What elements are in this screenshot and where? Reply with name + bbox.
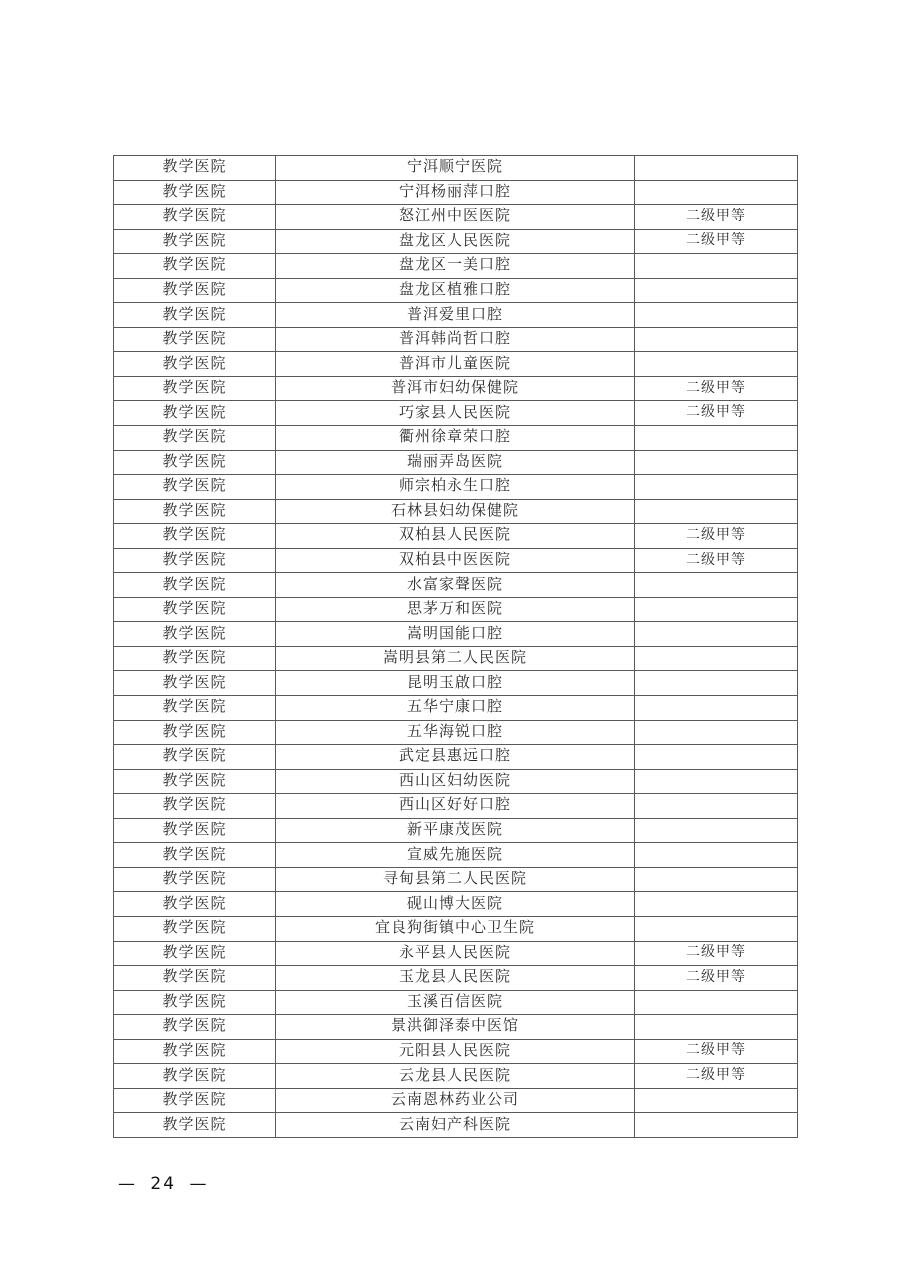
cell-hospital-name: 永平县人民医院: [276, 941, 635, 966]
cell-hospital-type: 教学医院: [114, 892, 276, 917]
page-number: — 24 —: [118, 1174, 209, 1194]
cell-hospital-type: 教学医院: [114, 499, 276, 524]
cell-hospital-name: 元阳县人民医院: [276, 1039, 635, 1064]
cell-hospital-type: 教学医院: [114, 205, 276, 230]
cell-hospital-type: 教学医院: [114, 327, 276, 352]
cell-hospital-grade: [635, 916, 798, 941]
cell-hospital-name: 宁洱顺宁医院: [276, 156, 635, 181]
table-row: [114, 229, 798, 254]
cell-hospital-name: 云龙县人民医院: [276, 1064, 635, 1089]
table-row: [114, 548, 798, 573]
table-row: [114, 597, 798, 622]
cell-hospital-grade: [635, 892, 798, 917]
table-row: [114, 303, 798, 328]
cell-hospital-grade: [635, 745, 798, 770]
table-row: [114, 426, 798, 451]
table-row: [114, 769, 798, 794]
table-row: [114, 156, 798, 181]
cell-hospital-name: 石林县妇幼保健院: [276, 499, 635, 524]
cell-hospital-name: 宣威先施医院: [276, 843, 635, 868]
hospital-table: [113, 155, 798, 1138]
table-row: [114, 745, 798, 770]
cell-hospital-type: 教学医院: [114, 352, 276, 377]
cell-hospital-name: 寻甸县第二人民医院: [276, 867, 635, 892]
table-row: [114, 205, 798, 230]
table-row: [114, 1015, 798, 1040]
cell-hospital-name: 玉溪百信医院: [276, 990, 635, 1015]
cell-hospital-type: 教学医院: [114, 990, 276, 1015]
cell-hospital-type: 教学医院: [114, 597, 276, 622]
hospital-table-body: [114, 156, 798, 1138]
cell-hospital-type: 教学医院: [114, 794, 276, 819]
cell-hospital-name: 普洱韩尚哲口腔: [276, 327, 635, 352]
cell-hospital-name: 师宗柏永生口腔: [276, 475, 635, 500]
cell-hospital-type: 教学医院: [114, 818, 276, 843]
cell-hospital-type: 教学医院: [114, 622, 276, 647]
table-row: [114, 892, 798, 917]
table-row: [114, 867, 798, 892]
table-row: [114, 475, 798, 500]
cell-hospital-type: 教学医院: [114, 548, 276, 573]
cell-hospital-type: 教学医院: [114, 941, 276, 966]
cell-hospital-grade: 二级甲等: [635, 401, 798, 426]
cell-hospital-grade: [635, 769, 798, 794]
cell-hospital-grade: 二级甲等: [635, 966, 798, 991]
cell-hospital-name: 盘龙区人民医院: [276, 229, 635, 254]
cell-hospital-type: 教学医院: [114, 671, 276, 696]
cell-hospital-name: 嵩明县第二人民医院: [276, 646, 635, 671]
cell-hospital-name: 新平康茂医院: [276, 818, 635, 843]
cell-hospital-grade: [635, 278, 798, 303]
cell-hospital-type: 教学医院: [114, 646, 276, 671]
cell-hospital-type: 教学医院: [114, 745, 276, 770]
cell-hospital-grade: [635, 426, 798, 451]
cell-hospital-grade: [635, 156, 798, 181]
cell-hospital-name: 武定县惠远口腔: [276, 745, 635, 770]
cell-hospital-grade: [635, 254, 798, 279]
cell-hospital-name: 普洱爱里口腔: [276, 303, 635, 328]
table-row: [114, 990, 798, 1015]
cell-hospital-type: 教学医院: [114, 426, 276, 451]
table-row: [114, 573, 798, 598]
cell-hospital-name: 西山区妇幼医院: [276, 769, 635, 794]
cell-hospital-name: 怒江州中医医院: [276, 205, 635, 230]
cell-hospital-type: 教学医院: [114, 867, 276, 892]
cell-hospital-grade: [635, 597, 798, 622]
cell-hospital-grade: 二级甲等: [635, 229, 798, 254]
cell-hospital-type: 教学医院: [114, 278, 276, 303]
cell-hospital-grade: [635, 450, 798, 475]
cell-hospital-grade: [635, 843, 798, 868]
cell-hospital-name: 昆明玉啟口腔: [276, 671, 635, 696]
table-row: [114, 352, 798, 377]
table-row: [114, 180, 798, 205]
table-row: [114, 818, 798, 843]
table-row: [114, 278, 798, 303]
cell-hospital-type: 教学医院: [114, 1039, 276, 1064]
table-row: [114, 622, 798, 647]
cell-hospital-type: 教学医院: [114, 966, 276, 991]
cell-hospital-name: 嵩明国能口腔: [276, 622, 635, 647]
cell-hospital-grade: [635, 646, 798, 671]
cell-hospital-type: 教学医院: [114, 376, 276, 401]
cell-hospital-grade: 二级甲等: [635, 1039, 798, 1064]
cell-hospital-name: 盘龙区一美口腔: [276, 254, 635, 279]
table-row: [114, 671, 798, 696]
cell-hospital-type: 教学医院: [114, 303, 276, 328]
table-row: [114, 1113, 798, 1138]
table-row: [114, 794, 798, 819]
cell-hospital-grade: 二级甲等: [635, 1064, 798, 1089]
cell-hospital-grade: [635, 303, 798, 328]
table-row: [114, 327, 798, 352]
cell-hospital-grade: 二级甲等: [635, 524, 798, 549]
table-row: [114, 696, 798, 721]
cell-hospital-type: 教学医院: [114, 720, 276, 745]
cell-hospital-name: 五华海锐口腔: [276, 720, 635, 745]
table-row: [114, 401, 798, 426]
cell-hospital-type: 教学医院: [114, 1015, 276, 1040]
cell-hospital-type: 教学医院: [114, 180, 276, 205]
cell-hospital-grade: [635, 327, 798, 352]
cell-hospital-grade: [635, 1088, 798, 1113]
cell-hospital-type: 教学医院: [114, 524, 276, 549]
cell-hospital-type: 教学医院: [114, 229, 276, 254]
cell-hospital-name: 玉龙县人民医院: [276, 966, 635, 991]
table-row: [114, 941, 798, 966]
cell-hospital-grade: [635, 990, 798, 1015]
table-row: [114, 843, 798, 868]
cell-hospital-type: 教学医院: [114, 696, 276, 721]
cell-hospital-name: 双柏县中医医院: [276, 548, 635, 573]
cell-hospital-name: 瑞丽弄岛医院: [276, 450, 635, 475]
cell-hospital-name: 宜良狗街镇中心卫生院: [276, 916, 635, 941]
table-row: [114, 646, 798, 671]
table-row: [114, 720, 798, 745]
cell-hospital-grade: [635, 573, 798, 598]
cell-hospital-name: 盘龙区植雅口腔: [276, 278, 635, 303]
cell-hospital-grade: [635, 352, 798, 377]
table-row: [114, 450, 798, 475]
cell-hospital-type: 教学医院: [114, 916, 276, 941]
cell-hospital-grade: [635, 818, 798, 843]
cell-hospital-name: 思茅万和医院: [276, 597, 635, 622]
cell-hospital-type: 教学医院: [114, 1088, 276, 1113]
cell-hospital-name: 西山区好好口腔: [276, 794, 635, 819]
cell-hospital-name: 衢州徐章荣口腔: [276, 426, 635, 451]
cell-hospital-grade: 二级甲等: [635, 376, 798, 401]
cell-hospital-name: 水富家聲医院: [276, 573, 635, 598]
cell-hospital-grade: [635, 720, 798, 745]
table-row: [114, 254, 798, 279]
table-row: [114, 524, 798, 549]
cell-hospital-name: 双柏县人民医院: [276, 524, 635, 549]
cell-hospital-grade: [635, 622, 798, 647]
cell-hospital-type: 教学医院: [114, 1064, 276, 1089]
cell-hospital-grade: [635, 1015, 798, 1040]
cell-hospital-type: 教学医院: [114, 573, 276, 598]
cell-hospital-name: 普洱市妇幼保健院: [276, 376, 635, 401]
table-row: [114, 916, 798, 941]
cell-hospital-grade: [635, 794, 798, 819]
cell-hospital-grade: [635, 867, 798, 892]
cell-hospital-type: 教学医院: [114, 401, 276, 426]
table-row: [114, 376, 798, 401]
table-row: [114, 966, 798, 991]
cell-hospital-grade: [635, 696, 798, 721]
cell-hospital-name: 景洪御泽泰中医馆: [276, 1015, 635, 1040]
cell-hospital-type: 教学医院: [114, 450, 276, 475]
table-row: [114, 1088, 798, 1113]
cell-hospital-type: 教学医院: [114, 769, 276, 794]
cell-hospital-type: 教学医院: [114, 254, 276, 279]
cell-hospital-grade: 二级甲等: [635, 941, 798, 966]
cell-hospital-name: 云南妇产科医院: [276, 1113, 635, 1138]
cell-hospital-name: 云南恩林药业公司: [276, 1088, 635, 1113]
cell-hospital-type: 教学医院: [114, 475, 276, 500]
cell-hospital-type: 教学医院: [114, 843, 276, 868]
cell-hospital-name: 五华宁康口腔: [276, 696, 635, 721]
cell-hospital-grade: [635, 475, 798, 500]
cell-hospital-grade: [635, 671, 798, 696]
table-row: [114, 499, 798, 524]
cell-hospital-name: 砚山博大医院: [276, 892, 635, 917]
table-row: [114, 1039, 798, 1064]
cell-hospital-type: 教学医院: [114, 1113, 276, 1138]
cell-hospital-grade: [635, 1113, 798, 1138]
table-row: [114, 1064, 798, 1089]
cell-hospital-name: 宁洱杨丽萍口腔: [276, 180, 635, 205]
cell-hospital-grade: [635, 499, 798, 524]
cell-hospital-grade: 二级甲等: [635, 205, 798, 230]
cell-hospital-grade: [635, 180, 798, 205]
cell-hospital-name: 巧家县人民医院: [276, 401, 635, 426]
cell-hospital-name: 普洱市儿童医院: [276, 352, 635, 377]
cell-hospital-grade: 二级甲等: [635, 548, 798, 573]
cell-hospital-type: 教学医院: [114, 156, 276, 181]
